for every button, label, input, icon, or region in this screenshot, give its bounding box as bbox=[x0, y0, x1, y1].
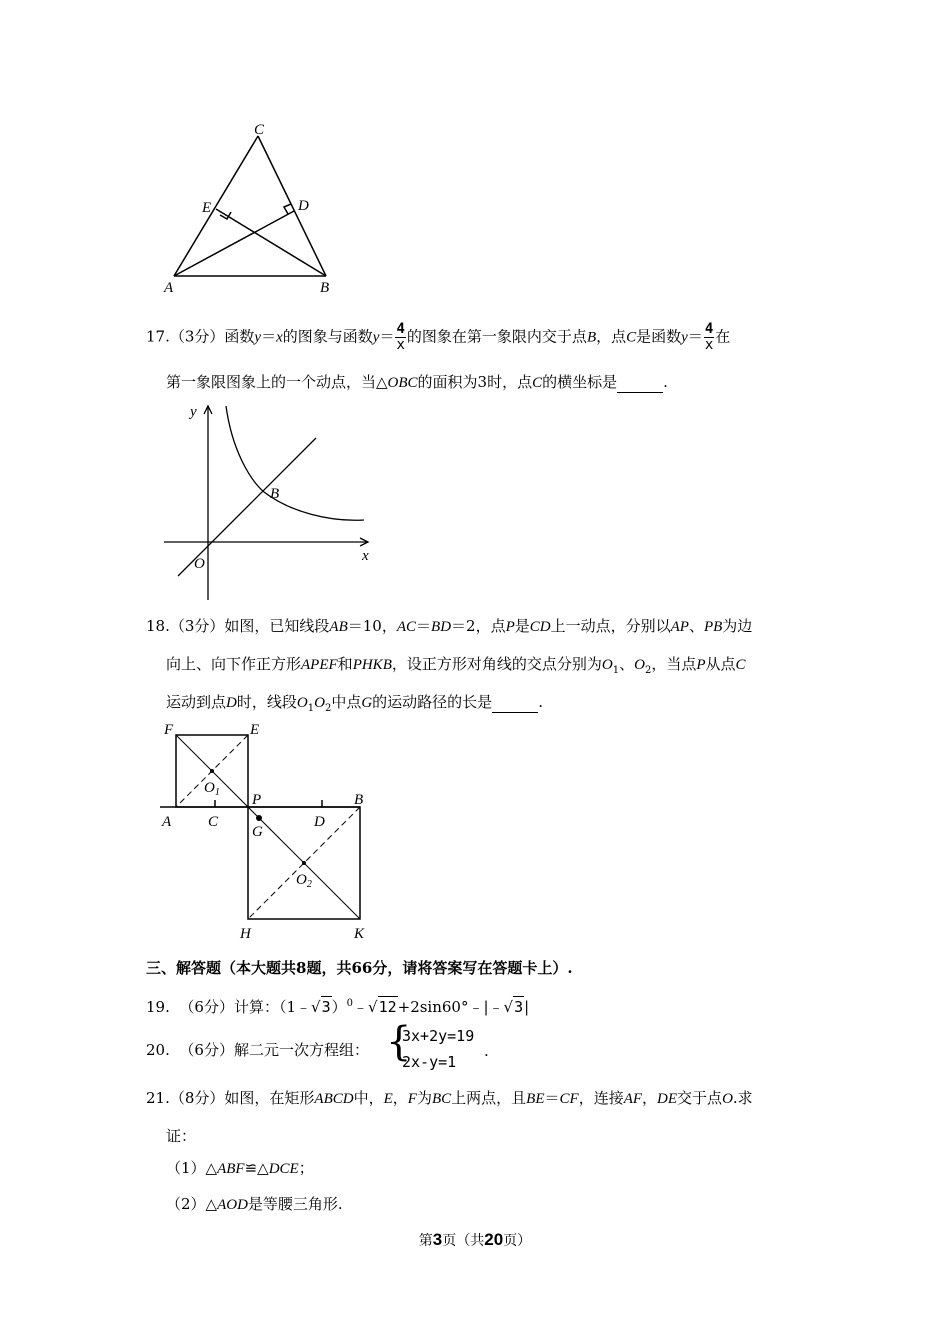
q18-line3: 运动到点D时，线段$O_1O_2$中点G的运动路径的长是 . bbox=[166, 693, 543, 714]
label-b: B bbox=[320, 280, 330, 296]
point-o1 bbox=[210, 769, 214, 773]
label-d: D bbox=[298, 198, 309, 214]
label-p: P bbox=[252, 792, 262, 808]
label-e: E bbox=[250, 722, 260, 738]
label-b: B bbox=[354, 792, 364, 808]
label-h: H bbox=[240, 926, 251, 942]
q21-line1: 21.（8分）如图，在矩形ABCD中，E，F为BC上两点，且BE＝CF，连接AF，DE交于点O.求 bbox=[146, 1089, 753, 1107]
label-k: K bbox=[354, 926, 365, 942]
sqrt-sign: √ bbox=[368, 998, 378, 1016]
q17-line2: 第一象限图象上的一个动点，当△OBC的面积为3时，点C的横坐标是 . bbox=[166, 373, 668, 391]
q20-line: 20. （6分）解二元一次方程组： bbox=[146, 1041, 369, 1059]
label-c: C bbox=[254, 122, 265, 138]
equation-2: 2x-y=1 bbox=[402, 1053, 457, 1071]
label-o1: $O_1$ bbox=[204, 780, 220, 798]
fraction-4-over-x-2: $\frac{4}{x}$ bbox=[704, 321, 714, 353]
q21-line2: 证： bbox=[166, 1127, 197, 1145]
q21-part2: （2）△AOD是等腰三角形. bbox=[166, 1195, 343, 1213]
label-d: D bbox=[314, 814, 325, 830]
q18-line2: 向上、向下作正方形APEF和PHKB，设正方形对角线的交点分别为$O_1$、$O_2$，当点P从点C bbox=[166, 655, 746, 676]
label-a: A bbox=[162, 814, 172, 830]
label-o2: $O_2$ bbox=[296, 872, 312, 890]
point-g bbox=[256, 815, 262, 821]
section-heading: 三、解答题（本大题共8题，共66分，请将答案写在答题卡上）. bbox=[146, 959, 573, 977]
label-f: F bbox=[164, 722, 174, 738]
label-x: x bbox=[362, 548, 369, 564]
diagonal-fp-pk bbox=[176, 735, 360, 919]
label-a: A bbox=[164, 280, 174, 296]
q17-line1: 17.（3分）函数y＝x的图象与函数y＝ $\frac{4}{x}$ 的图象在第一象限内交于点B，点C是函数y＝ $\frac{4}{x}$ 在 bbox=[146, 321, 731, 353]
label-g: G bbox=[252, 824, 263, 840]
page-footer: 第3页（共20页） bbox=[418, 1230, 532, 1249]
label-y: y bbox=[190, 404, 197, 420]
label-e: E bbox=[202, 200, 212, 216]
label-c: C bbox=[208, 814, 219, 830]
label-o: O bbox=[194, 556, 205, 572]
segment-ac bbox=[174, 136, 258, 276]
fraction-4-over-x: $\frac{4}{x}$ bbox=[396, 321, 405, 353]
equation-1: 3x+2y=19 bbox=[402, 1027, 475, 1045]
figure-graph bbox=[160, 400, 380, 605]
q18-line1: 18.（3分）如图，已知线段AB＝10，AC＝BD＝2，点P是CD上一动点，分别以AP、PB为边 bbox=[146, 617, 753, 635]
sqrt-sign: √ bbox=[311, 998, 321, 1016]
q19-line: 19. （6分）计算：（1﹣√3）$^0$﹣√12+2sin60°﹣|﹣√3| bbox=[146, 998, 530, 1016]
system-brace: { bbox=[386, 1019, 412, 1065]
point-o2 bbox=[302, 861, 306, 865]
sqrt-sign: √ bbox=[503, 998, 514, 1016]
figure-triangle bbox=[160, 118, 340, 300]
answer-blank bbox=[492, 692, 538, 713]
q20-period: . bbox=[484, 1042, 489, 1060]
q21-part1: （1）△ABF≌△DCE； bbox=[166, 1159, 314, 1177]
hyperbola-curve bbox=[226, 406, 364, 520]
label-b: B bbox=[270, 486, 280, 502]
figure-squares bbox=[160, 718, 380, 943]
answer-blank bbox=[617, 372, 663, 393]
